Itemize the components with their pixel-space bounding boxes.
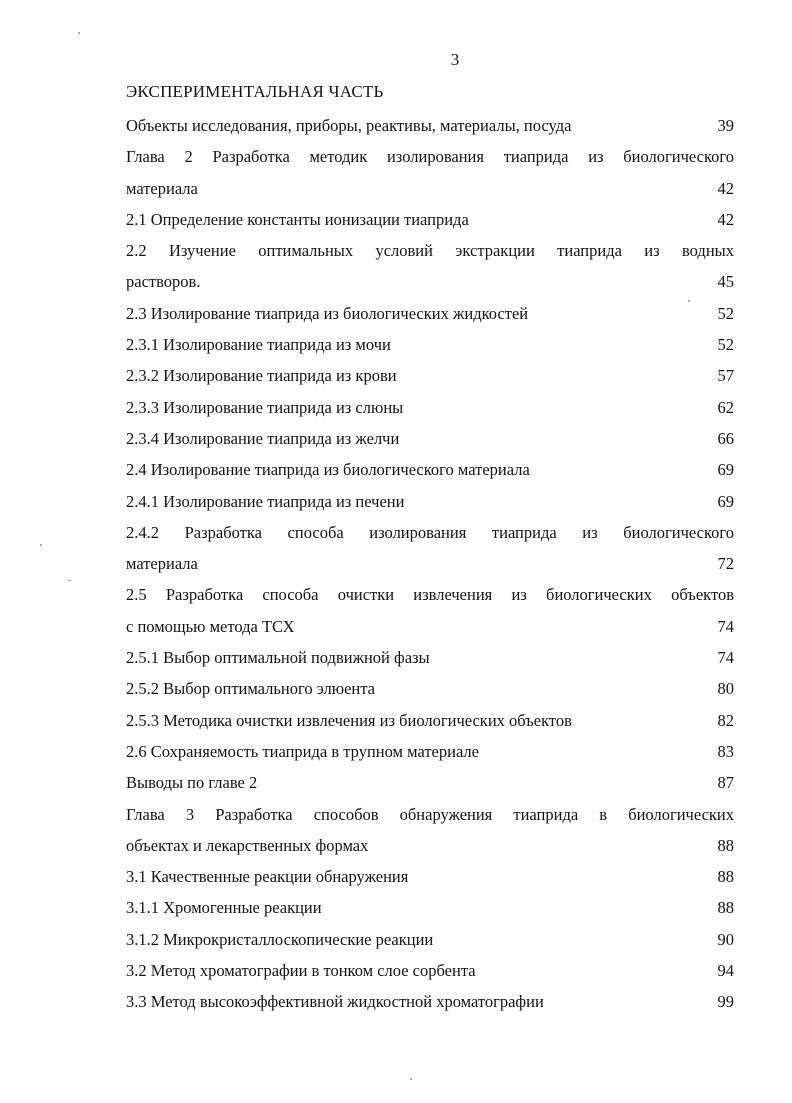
toc-entry [126,204,734,235]
toc-line [126,924,734,955]
toc-line [126,235,734,266]
toc-entry-title: 2.3.4 Изолирование тиаприда из желчи [126,428,400,448]
toc-entry-title: 2.3.2 Изолирование тиаприда из крови [126,366,397,386]
toc-line [126,736,734,767]
toc-entry-page: 74 [717,648,734,668]
toc-line [126,892,734,923]
toc-entry-page: 39 [717,116,734,135]
toc-entry [126,892,734,923]
toc-line [126,767,734,798]
toc-line [126,861,734,892]
toc-entry-page: 52 [717,303,734,323]
toc-line [126,454,734,485]
table-of-contents [126,110,734,1018]
toc-entry [126,799,734,862]
toc-entry-title: 2.4 Изолирование тиаприда из биологического материала [126,460,530,480]
toc-line [126,955,734,986]
toc-entry-page: 88 [717,867,734,887]
scan-speck [78,32,80,34]
toc-line [126,110,734,141]
toc-entry [126,110,734,141]
toc-entry-page: 66 [717,428,734,448]
toc-entry-page: 90 [717,929,734,949]
toc-entry-page: 42 [717,178,734,198]
toc-entry-title: растворов. [126,272,201,292]
page-number: 3 [450,50,460,69]
toc-entry [126,924,734,955]
toc-line [126,266,734,297]
toc-entry-page: 45 [717,272,734,292]
toc-line [126,486,734,517]
toc-entry-title: 3.1 Качественные реакции обнаружения [126,867,409,887]
toc-entry [126,861,734,892]
toc-entry [126,141,734,204]
toc-entry-title: 2.6 Сохраняемость тиаприда в трупном материале [126,741,479,761]
toc-entry-page: 80 [717,679,734,699]
toc-line [126,517,734,548]
toc-entry-title: объектах и лекарственных формах [126,835,369,855]
toc-entry-title: 3.2 Метод хроматографии в тонком слое сорбента [126,961,476,981]
scan-speck [688,300,690,302]
toc-entry-title: материала [126,554,198,574]
toc-entry-title: 2.4.1 Изолирование тиаприда из печени [126,491,405,511]
toc-entry-page: 88 [717,835,734,855]
toc-line [126,548,734,579]
toc-line [126,392,734,423]
toc-entry-title: 2.2 Изучение оптимальных условий экстракции тиаприда из водных [126,241,734,261]
toc-entry-title: Глава 2 Разработка методик изолирования тиаприда из биологического [126,147,734,167]
toc-entry [126,392,734,423]
toc-entry-title: 2.5.2 Выбор оптимального элюента [126,679,375,699]
toc-entry-page: 83 [717,741,734,761]
toc-entry-title: 2.5 Разработка способа очистки извлечения из биологических объектов [126,585,734,605]
scan-speck [410,1078,412,1080]
toc-entry-title: с помощью метода ТСХ [126,616,295,636]
toc-entry-title: 2.5.3 Методика очистки извлечения из биологических объектов [126,710,572,730]
toc-entry-page: 94 [717,961,734,981]
toc-entry [126,235,734,298]
toc-entry-page: 62 [717,397,734,417]
toc-entry [126,360,734,391]
toc-entry-page: 88 [717,898,734,918]
toc-line [126,360,734,391]
toc-entry [126,986,734,1017]
toc-entry-title: Объекты исследования, приборы, реактивы, материалы, посуда [126,116,572,135]
toc-entry [126,955,734,986]
toc-entry-page: 52 [717,335,734,355]
toc-line [126,204,734,235]
toc-entry-page: 87 [717,773,734,793]
toc-entry-title: Выводы по главе 2 [126,773,258,793]
toc-entry-title: 3.1.2 Микрокристаллоскопические реакции [126,929,434,949]
scan-speck [68,580,71,581]
toc-line [126,986,734,1017]
toc-entry-page: 72 [717,554,734,574]
toc-line [126,579,734,610]
toc-entry-page: 74 [717,616,734,636]
toc-entry [126,454,734,485]
toc-entry [126,767,734,798]
toc-line [126,141,734,172]
toc-entry [126,673,734,704]
scan-speck [40,544,42,546]
toc-line [126,642,734,673]
toc-line [126,673,734,704]
toc-entry [126,329,734,360]
toc-entry-page: 57 [717,366,734,386]
toc-line [126,173,734,204]
toc-entry-page: 69 [717,491,734,511]
toc-entry-title: Глава 3 Разработка способов обнаружения тиаприда в биологических [126,804,734,824]
toc-entry-title: 2.4.2 Разработка способа изолирования тиаприда из биологического [126,522,734,542]
toc-entry-title: 3.1.1 Хромогенные реакции [126,898,322,918]
toc-entry-title: 2.1 Определение константы ионизации тиаприда [126,209,469,229]
toc-entry-title: 3.3 Метод высокоэффективной жидкостной хроматографии [126,992,544,1012]
toc-entry [126,705,734,736]
toc-entry-title: 2.3.3 Изолирование тиаприда из слюны [126,397,404,417]
toc-entry [126,579,734,642]
section-title: ЭКСПЕРИМЕНТАЛЬНАЯ ЧАСТЬ [126,82,384,101]
toc-entry-title: 2.5.1 Выбор оптимальной подвижной фазы [126,648,430,668]
toc-entry-page: 69 [717,460,734,480]
toc-line [126,830,734,861]
toc-entry [126,298,734,329]
toc-entry-title: 2.3 Изолирование тиаприда из биологических жидкостей [126,303,529,323]
toc-entry-title: 2.3.1 Изолирование тиаприда из мочи [126,335,391,355]
toc-entry [126,642,734,673]
toc-entry [126,486,734,517]
toc-entry-page: 99 [717,992,734,1012]
toc-entry-page: 42 [717,209,734,229]
toc-line [126,298,734,329]
toc-line [126,799,734,830]
toc-line [126,423,734,454]
toc-line [126,611,734,642]
toc-entry-title: материала [126,178,198,198]
toc-entry [126,423,734,454]
toc-entry [126,517,734,580]
toc-entry-page: 82 [717,710,734,730]
toc-line [126,329,734,360]
toc-entry [126,736,734,767]
toc-line [126,705,734,736]
